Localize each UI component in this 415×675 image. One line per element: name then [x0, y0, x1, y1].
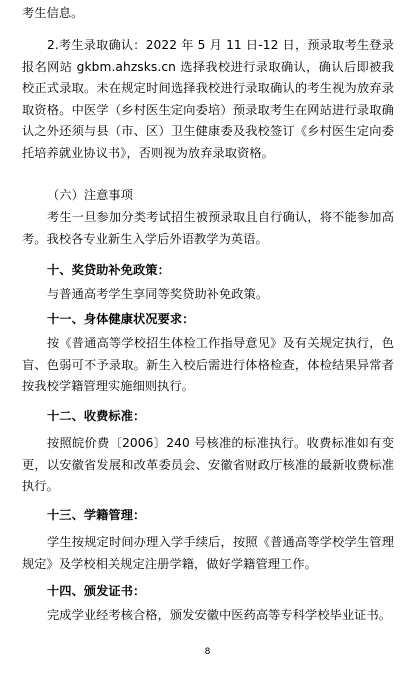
heading-certificates: 十四、颁发证书：: [47, 584, 146, 598]
paragraph-fees: 按照皖价费〔2006〕240 号核准的标准执行。收费标准如有变更，以安徽省发展和改革委员会、安徽省财政厅核准的最新收费标准执行。: [22, 436, 394, 493]
heading-health-requirements: 十一、身体健康状况要求：: [47, 312, 195, 326]
paragraph-notes: 考生一旦参加分类考试招生被预录取且自行确认，将不能参加高考。我校各专业新生入学后外语教学为英语。: [22, 210, 394, 246]
paragraph-health-requirements: 按《普通高等学校招生体检工作指导意见》及有关规定执行，色盲、色弱可不予录取。新生入校后需进行体格检查，体检结果异常者按我校学籍管理实施细则执行。: [22, 336, 394, 393]
paragraph-student-status: 学生按规定时间办理入学手续后，按照《普通高等学校学生管理规定》及学校相关规定注册学籍，做好学籍管理工作。: [22, 535, 394, 571]
paragraph-admission-confirmation: 2.考生录取确认：2022 年 5 月 11 日-12 日，预录取考生登录报名网站 gkbm.ahzsks.cn 选择我校进行录取确认，确认后即被我校正式录取。未在规定时间选择我校进行录取确认的考生视为放弃录取资格。中医学（乡村医生定向委培）预录取考生在网站进行录取确认之外还须与县（市、区）卫生健康委及我校签订《乡村医生定向委托培养就业协议书》，否则视为放弃录取资格。: [22, 38, 394, 160]
heading-fees: 十二、收费标准：: [47, 409, 146, 423]
heading-financial-aid: 十、奖贷助补免政策：: [47, 263, 170, 277]
page-number: 8: [204, 647, 211, 657]
subheading-notes: （六）注意事项: [47, 188, 134, 202]
paragraph-certificates: 完成学业经考核合格，颁发安徽中医药高等专科学校毕业证书。: [47, 608, 392, 622]
heading-student-status: 十三、学籍管理：: [47, 508, 146, 522]
paragraph-student-info-end: 考生信息。: [22, 6, 84, 20]
paragraph-financial-aid: 与普通高考学生享同等奖贷助补免政策。: [47, 287, 269, 301]
